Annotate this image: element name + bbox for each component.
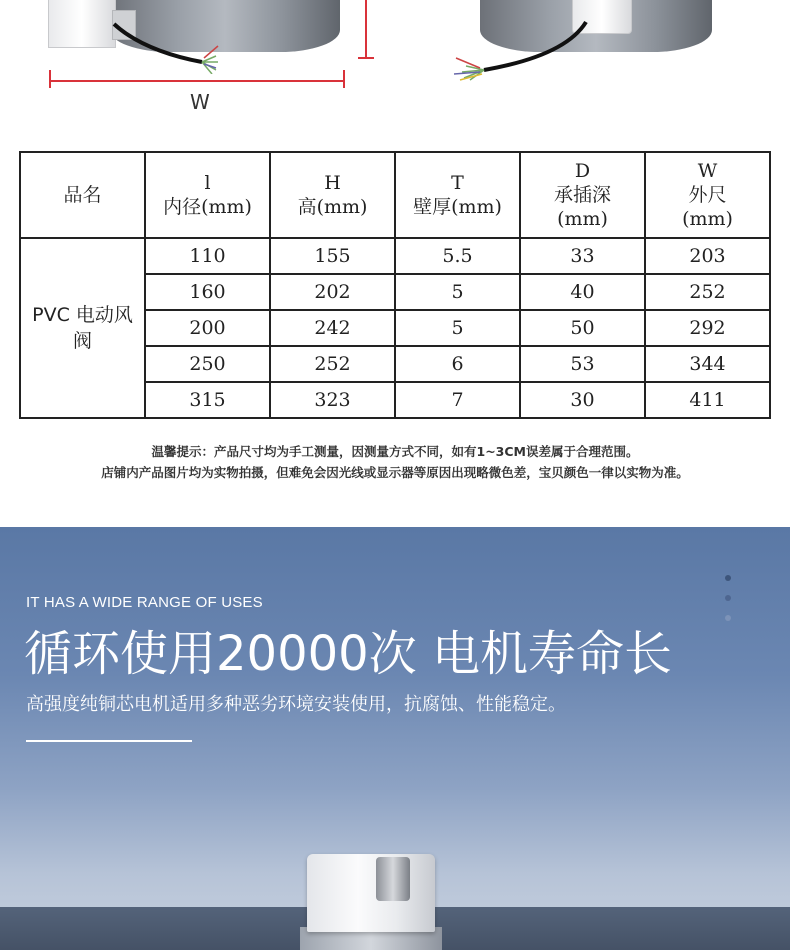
banner-underline	[26, 740, 192, 742]
h-dimension-line	[365, 0, 367, 58]
product-name-cell	[20, 238, 145, 418]
table-cell: 50	[520, 310, 645, 346]
header-symbol: T	[451, 172, 464, 194]
header-label: 内径(mm)	[163, 196, 252, 218]
spec-table	[19, 151, 771, 419]
product-name-line1: PVC 电动风	[32, 304, 133, 326]
h-dimension-tick-bottom	[358, 57, 374, 59]
w-dimension-tick-right	[343, 70, 345, 88]
left-actuator-box	[48, 0, 116, 48]
banner-title: 循环使用20000次 电机寿命长	[24, 626, 672, 682]
actuator-knob-image	[376, 857, 410, 901]
table-cell: 315	[145, 382, 270, 418]
header-symbol: D	[574, 160, 591, 182]
banner-subtitle-en: IT HAS A WIDE RANGE OF USES	[26, 594, 263, 611]
header-label: 高(mm)	[297, 196, 368, 218]
header-label: 外尺	[688, 184, 727, 206]
carousel-dot-2	[725, 595, 731, 601]
color-note: 店铺内产品图片均为实物拍摄，但难免会因光线或显示器等原因出现略微色差，宝贝颜色一律以实物为准。	[101, 465, 689, 480]
actuator-head-image	[307, 854, 435, 932]
table-cell: 202	[270, 274, 395, 310]
header-socket-depth	[520, 152, 645, 238]
header-unit: (mm)	[557, 208, 608, 230]
table-cell: 7	[395, 382, 520, 418]
w-dimension-label: W	[190, 90, 210, 114]
table-cell: 323	[270, 382, 395, 418]
product-dimension-drawing	[0, 0, 790, 130]
table-cell: 200	[145, 310, 270, 346]
header-height	[270, 152, 395, 238]
feature-banner	[0, 527, 790, 950]
carousel-dot-3	[725, 615, 731, 621]
table-cell: 160	[145, 274, 270, 310]
table-cell: 30	[520, 382, 645, 418]
table-cell: 5.5	[395, 238, 520, 274]
table-cell: 33	[520, 238, 645, 274]
table-cell: 110	[145, 238, 270, 274]
header-label: 品名	[63, 184, 102, 206]
header-symbol: l	[204, 172, 211, 194]
header-inner-diameter	[145, 152, 270, 238]
table-cell: 411	[645, 382, 770, 418]
table-row	[20, 238, 770, 274]
header-symbol: W	[697, 160, 718, 182]
header-product-name	[20, 152, 145, 238]
banner-description: 高强度纯铜芯电机适用多种恶劣环境安装使用，抗腐蚀、性能稳定。	[26, 694, 566, 715]
table-cell: 53	[520, 346, 645, 382]
w-dimension-tick-left	[49, 70, 51, 88]
carousel-dot-1	[725, 575, 731, 581]
measurement-note: 温馨提示：产品尺寸均为手工测量，因测量方式不同，如有1~3CM误差属于合理范围。	[151, 444, 639, 459]
table-cell: 5	[395, 274, 520, 310]
right-cable-icon	[420, 18, 610, 82]
table-cell: 292	[645, 310, 770, 346]
table-header-row	[20, 152, 770, 238]
table-cell: 252	[270, 346, 395, 382]
table-cell: 203	[645, 238, 770, 274]
left-cable-icon	[110, 18, 240, 74]
table-cell: 344	[645, 346, 770, 382]
table-cell: 242	[270, 310, 395, 346]
w-dimension-line	[50, 80, 344, 82]
header-unit: (mm)	[682, 208, 733, 230]
header-wall-thickness	[395, 152, 520, 238]
table-cell: 250	[145, 346, 270, 382]
table-cell: 252	[645, 274, 770, 310]
header-label: 承插深	[553, 184, 611, 206]
table-cell: 40	[520, 274, 645, 310]
product-name-line2: 阀	[72, 330, 92, 352]
header-outer-size	[645, 152, 770, 238]
table-cell: 155	[270, 238, 395, 274]
header-label: 壁厚(mm)	[413, 196, 502, 218]
header-symbol: H	[324, 172, 341, 194]
table-cell: 6	[395, 346, 520, 382]
table-cell: 5	[395, 310, 520, 346]
